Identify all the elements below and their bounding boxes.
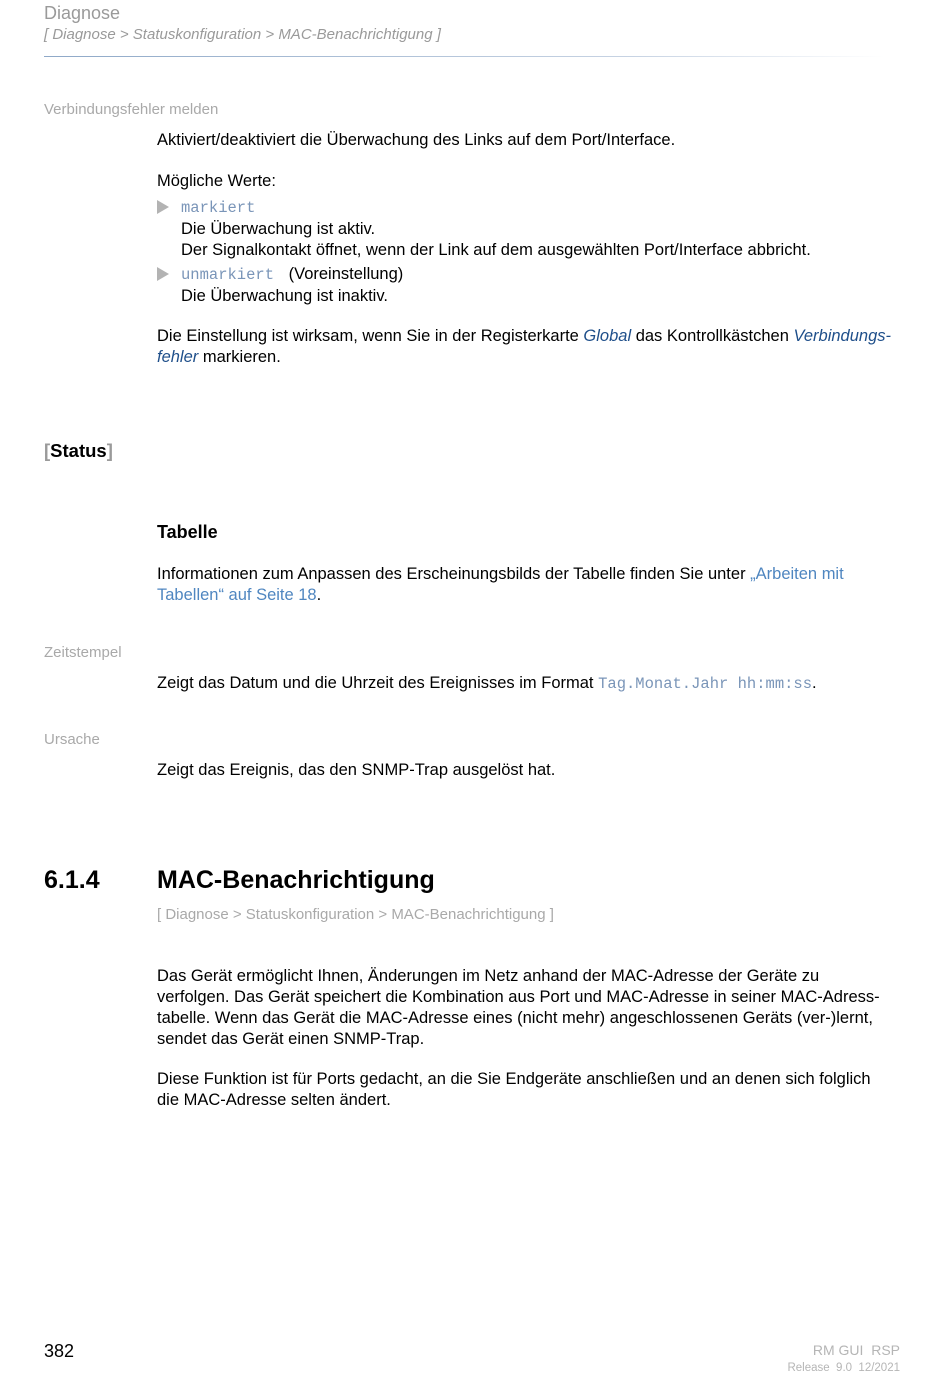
paragraph-line: tabelle. Wenn das Gerät die MAC-Adresse eines (nicht mehr) angeschlossenen Geräts (ver-)lernt, <box>157 1009 873 1027</box>
setting-note <box>157 326 902 368</box>
value-description-line: Die Überwachung ist aktiv. <box>181 220 376 238</box>
tab-reference-global: Global <box>583 327 632 345</box>
header-divider <box>44 56 884 57</box>
table-info-text: . <box>316 586 322 604</box>
value-name: unmarkiert <box>181 266 275 284</box>
table-info <box>157 564 902 606</box>
param-label-cause: Ursache <box>44 731 100 748</box>
link-working-with-tables[interactable]: „Arbeiten mit <box>750 565 844 583</box>
note-text: Die Einstellung ist wirksam, wenn Sie in der Registerkarte <box>157 327 584 345</box>
paragraph-line: verfolgen. Das Gerät speichert die Kombination aus Port und MAC-Adresse in seiner MAC-Adress- <box>157 988 880 1006</box>
note-text: markieren. <box>198 348 281 366</box>
note-text: das Kontrollkästchen <box>631 327 794 345</box>
timestamp-text: Zeigt das Datum und die Uhrzeit des Ereignisses im Format <box>157 674 599 692</box>
section-paragraph <box>157 966 902 1050</box>
section-number: 6.1.4 <box>44 866 100 894</box>
bullet-triangle-icon <box>157 267 169 281</box>
paragraph-line: Das Gerät ermöglicht Ihnen, Änderungen im Netz anhand der MAC-Adresse der Geräte zu <box>157 967 820 985</box>
bullet-triangle-icon <box>157 200 169 214</box>
value-item-unmarkiert <box>157 264 902 307</box>
timestamp-description <box>157 673 902 695</box>
section-breadcrumb: [ Diagnose > Statuskonfiguration > MAC-Benachrichtigung ] <box>157 906 554 923</box>
footer-release: Release 9.0 12/2021 <box>787 1362 900 1374</box>
value-item-markiert <box>157 197 902 261</box>
bracket-close: ] <box>106 440 113 461</box>
checkbox-reference-cont: fehler <box>157 348 199 366</box>
checkbox-reference: Verbindungs- <box>793 327 892 345</box>
running-header-breadcrumb: [ Diagnose > Statuskonfiguration > MAC-Benachrichtigung ] <box>44 26 441 43</box>
default-marker: (Voreinstellung) <box>288 265 404 283</box>
section-paragraph <box>157 1069 902 1111</box>
param-label-link-error: Verbindungsfehler melden <box>44 101 219 118</box>
param-description: Aktiviert/deaktiviert die Überwachung des Links auf dem Port/Interface. <box>157 131 676 149</box>
footer-doc-name: RM GUI RSP <box>812 1342 900 1358</box>
value-description-line: Der Signalkontakt öffnet, wenn der Link auf dem ausgewählten Port/Interface abbricht. <box>181 241 811 259</box>
timestamp-format: Tag.Monat.Jahr hh:mm:ss <box>598 675 813 693</box>
value-name: markiert <box>181 199 256 217</box>
status-dialog-heading <box>44 440 113 462</box>
value-description-line: Die Überwachung ist inaktiv. <box>181 287 388 305</box>
link-working-with-tables-cont[interactable]: Tabellen“ auf Seite 18 <box>157 586 317 604</box>
table-info-text: Informationen zum Anpassen des Erscheinungsbilds der Tabelle finden Sie unter <box>157 565 751 583</box>
status-heading-text: Status <box>50 440 107 461</box>
paragraph-line: die MAC-Adresse selten ändert. <box>157 1091 391 1109</box>
bracket-open: [ <box>44 440 51 461</box>
possible-values-label: Mögliche Werte: <box>157 172 276 190</box>
paragraph-line: sendet das Gerät einen SNMP-Trap. <box>157 1030 425 1048</box>
timestamp-suffix: . <box>812 674 817 692</box>
paragraph-line: Diese Funktion ist für Ports gedacht, an die Sie Endgeräte anschließen und an denen sich folglich <box>157 1070 871 1088</box>
section-title: MAC-Benachrichtigung <box>157 866 435 894</box>
running-header-title: Diagnose <box>44 3 121 23</box>
table-heading: Tabelle <box>157 522 218 542</box>
cause-description: Zeigt das Ereignis, das den SNMP-Trap ausgelöst hat. <box>157 761 556 779</box>
page-number: 382 <box>44 1341 75 1361</box>
param-label-timestamp: Zeitstempel <box>44 644 122 661</box>
